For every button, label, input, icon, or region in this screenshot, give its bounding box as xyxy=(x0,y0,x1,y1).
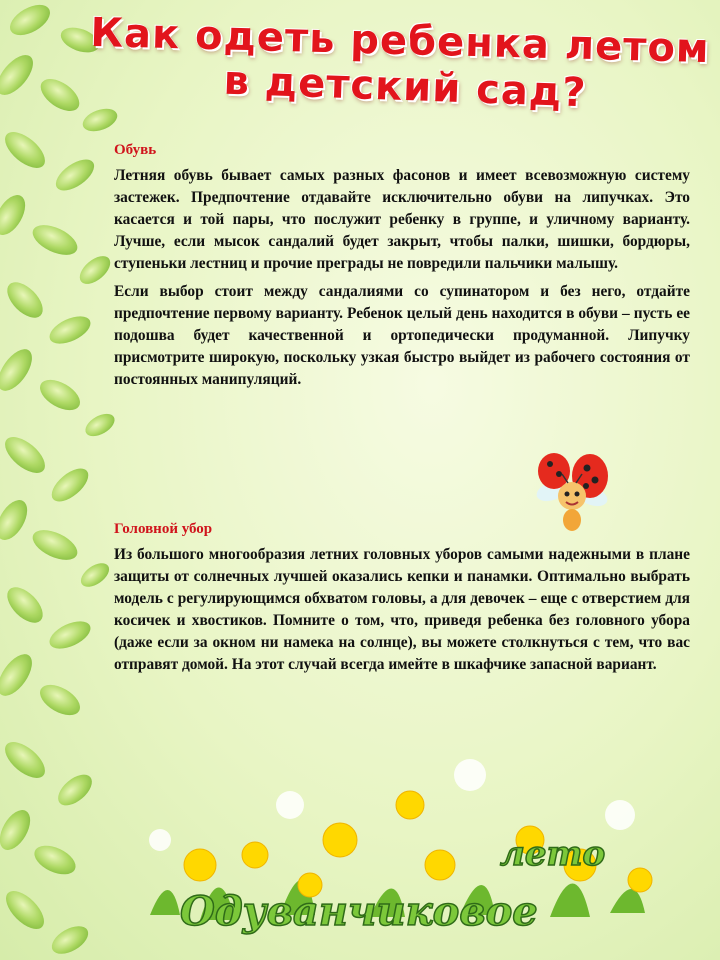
section-footwear xyxy=(114,142,690,397)
paragraph: Если выбор стоит между сандалиями со супинатором и без него, отдайте предпочтение первому варианту. Ребенок целый день находится в обуви – пусть ее подошва будет качественной и ортопедически продуманной. Липучку присмотрите широкую, поскольку узкая быстро выйдет из рабочего состояния от постоянных манипуляций. xyxy=(114,283,690,388)
logo-word-1: Одуванчиковое xyxy=(180,888,538,935)
title-line-2: в детский сад? xyxy=(222,57,588,117)
leaf-border-decoration xyxy=(0,0,130,960)
title-line-1: Как одеть ребенка летом xyxy=(89,9,711,73)
paragraph: Из большого многообразия летних головных уборов самыми надежными в плане защиты от солнечных лучшей оказались кепки и панамки. Оптимально выбрать модель с регулирующимся обхватом головы, а для девочек – еще с отверстием для косичек и хвостиков. Помните о том, что, приведя ребенка без головного убора (даже если за окном ни намека на солнце), вы можете столкнуться с тем, что вас отправят домой. На этот случай всегда имейте в шкафчике запасной вариант. xyxy=(114,546,690,673)
logo-word-2: лето xyxy=(500,834,606,874)
paragraph: Летняя обувь бывает самых разных фасонов и имеет всевозможную систему застежек. Предпочтение отдавайте исключительно обуви на липучках. Это касается и той пары, что послужит ребенку в группе, и уличному варианту. Лучше, если мысок сандалий будет закрыт, чтобы палки, шишки, бордюры, ступеньки лестниц и прочие преграды не повредили пальчики малышу. xyxy=(114,167,690,272)
section-headwear xyxy=(114,521,690,682)
page-title xyxy=(80,9,720,117)
section-heading-headwear: Головной убор xyxy=(114,521,213,537)
section-heading-footwear: Обувь xyxy=(114,142,157,158)
dandelion-meadow-illustration xyxy=(140,745,660,955)
